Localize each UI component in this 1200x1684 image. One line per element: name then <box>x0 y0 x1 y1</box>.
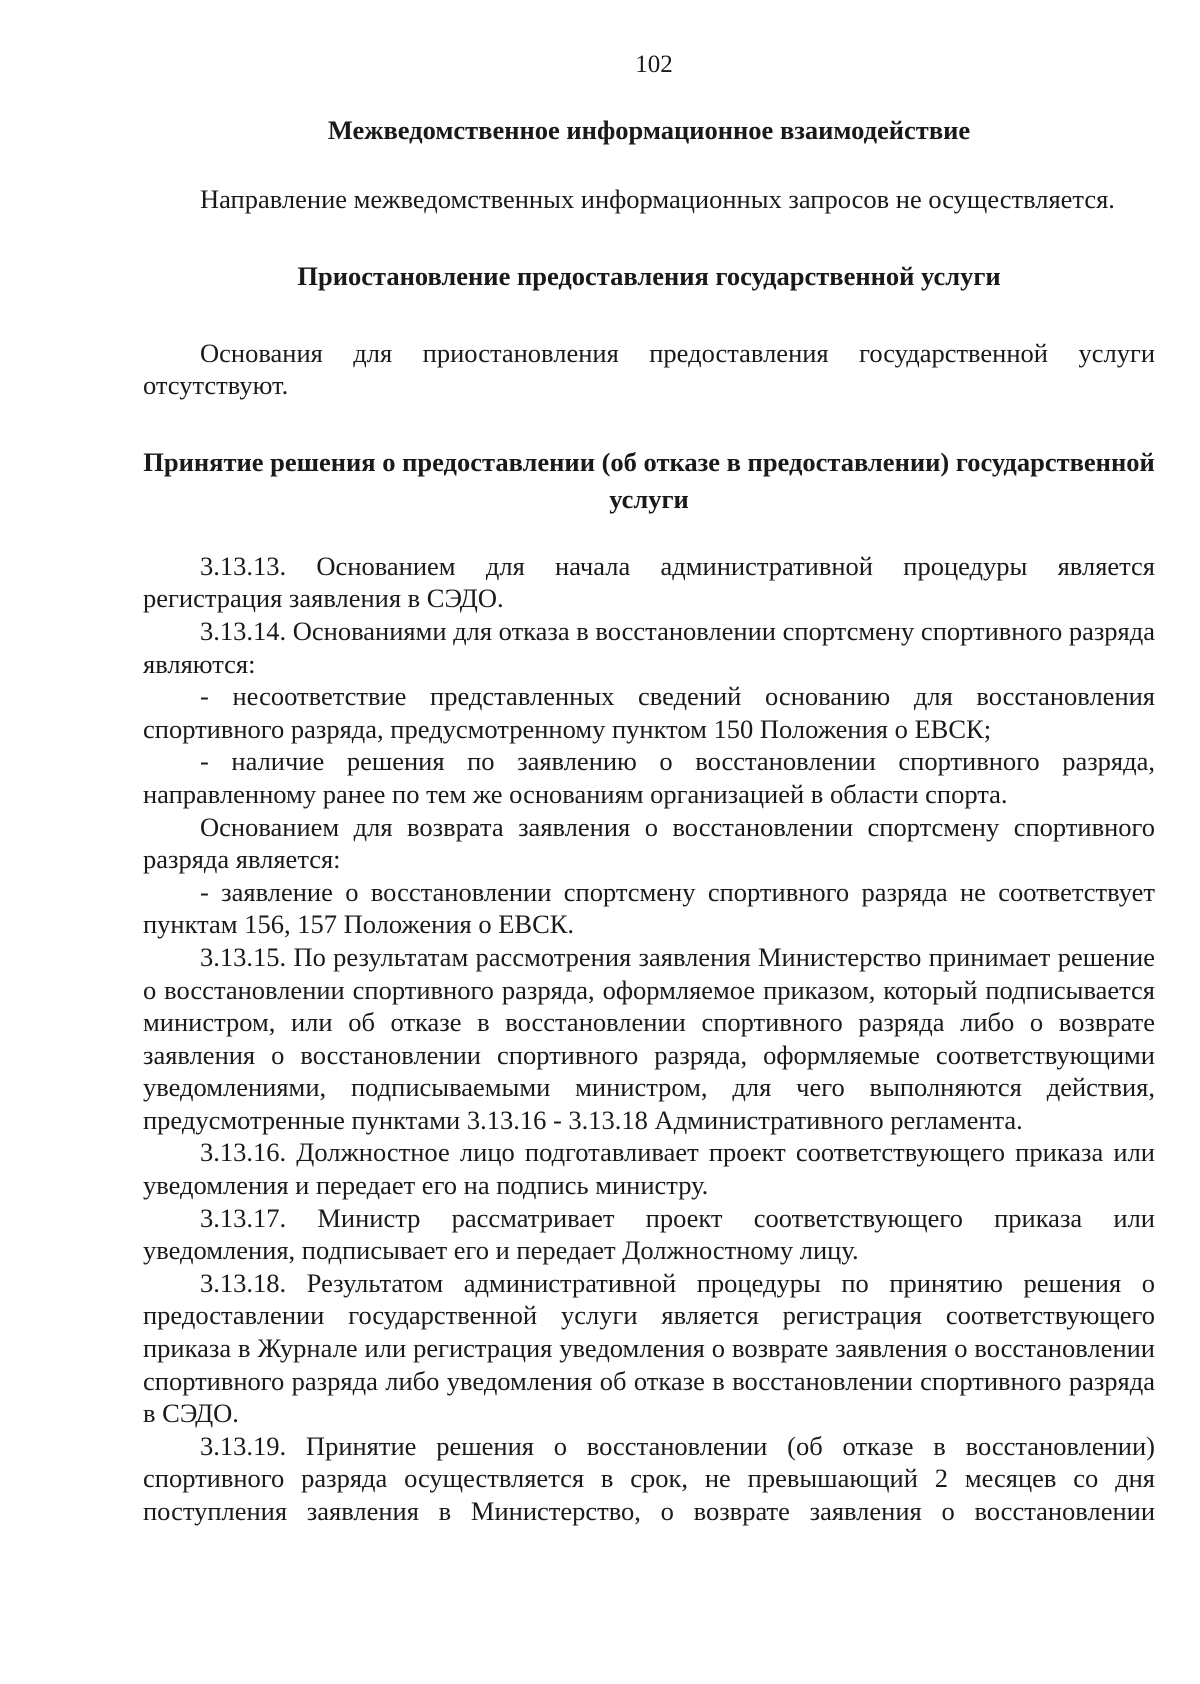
paragraph-3-13-19: 3.13.19. Принятие решения о восстановлении (об отказе в восстановлении) спортивного разряда осуществляется в срок, не превышающий 2 месяцев со дня поступления заявления в Министерство, о возврате заявления о восстановлении <box>143 1430 1155 1526</box>
list-item: - наличие решения по заявлению о восстановлении спортивного разряда, направленному ранее по тем же основаниям организацией в области спорта. <box>143 746 1155 809</box>
page-number: 102 <box>635 51 673 78</box>
paragraph-3-13-18: 3.13.18. Результатом административной процедуры по принятию решения о предоставлении государственной услуги является регистрация соответствующего приказа в Журнале или регистрация уведомления о возврате заявления о восстановлении спортивного разряда либо уведомления об отказе в восстановлении спортивного разряда в СЭДО. <box>143 1267 1155 1429</box>
paragraph-3-13-17: 3.13.17. Министр рассматривает проект соответствующего приказа или уведомления, подписывает его и передает Должностному лицу. <box>143 1202 1155 1266</box>
paragraph-3-13-13: 3.13.13. Основанием для начала административной процедуры является регистрация заявления в СЭДО. <box>143 550 1155 614</box>
paragraph: Направление межведомственных информационных запросов не осуществляется. <box>200 184 1115 214</box>
paragraph-3-13-16: 3.13.16. Должностное лицо подготавливает проект соответствующего приказа или уведомления и передает его на подпись министру. <box>143 1137 1155 1201</box>
document-page <box>143 50 1155 1528</box>
section-heading-suspension: Приостановление предоставления государственной услуги <box>297 260 1001 291</box>
list-item: - несоответствие представленных сведений основанию для восстановления спортивного разряда, предусмотренному пунктом 150 Положения о ЕВСК; <box>143 681 1155 744</box>
paragraph-return-grounds: Основанием для возврата заявления о восстановлении спортсмену спортивного разряда является: <box>143 811 1155 875</box>
paragraph-3-13-14: 3.13.14. Основаниями для отказа в восстановлении спортсмену спортивного разряда являются: <box>143 615 1155 679</box>
section-heading-interagency: Межведомственное информационное взаимодействие <box>327 115 971 145</box>
list-item: - заявление о восстановлении спортсмену спортивного разряда не соответствует пунктам 156, 157 Положения о ЕВСК. <box>143 876 1155 940</box>
paragraph: Основания для приостановления предоставления государственной услуги отсутствуют. <box>143 337 1155 401</box>
paragraph-3-13-15: 3.13.15. По результатам рассмотрения заявления Министерство принимает решение о восстановлении спортивного разряда, оформляемое приказом, который подписывается министром, или об отказе в восстановлении спортивного разряда либо о возврате заявления о восстановлении спортивного разряда, оформляемые соответствующими уведомлениями, подписываемыми министром, для чего выполняются действия, предусмотренные пунктами 3.13.16 - 3.13.18 Административного регламента. <box>143 941 1155 1135</box>
section-heading-decision: Принятие решения о предоставлении (об отказе в предоставлении) государственной услуги <box>143 446 1155 514</box>
